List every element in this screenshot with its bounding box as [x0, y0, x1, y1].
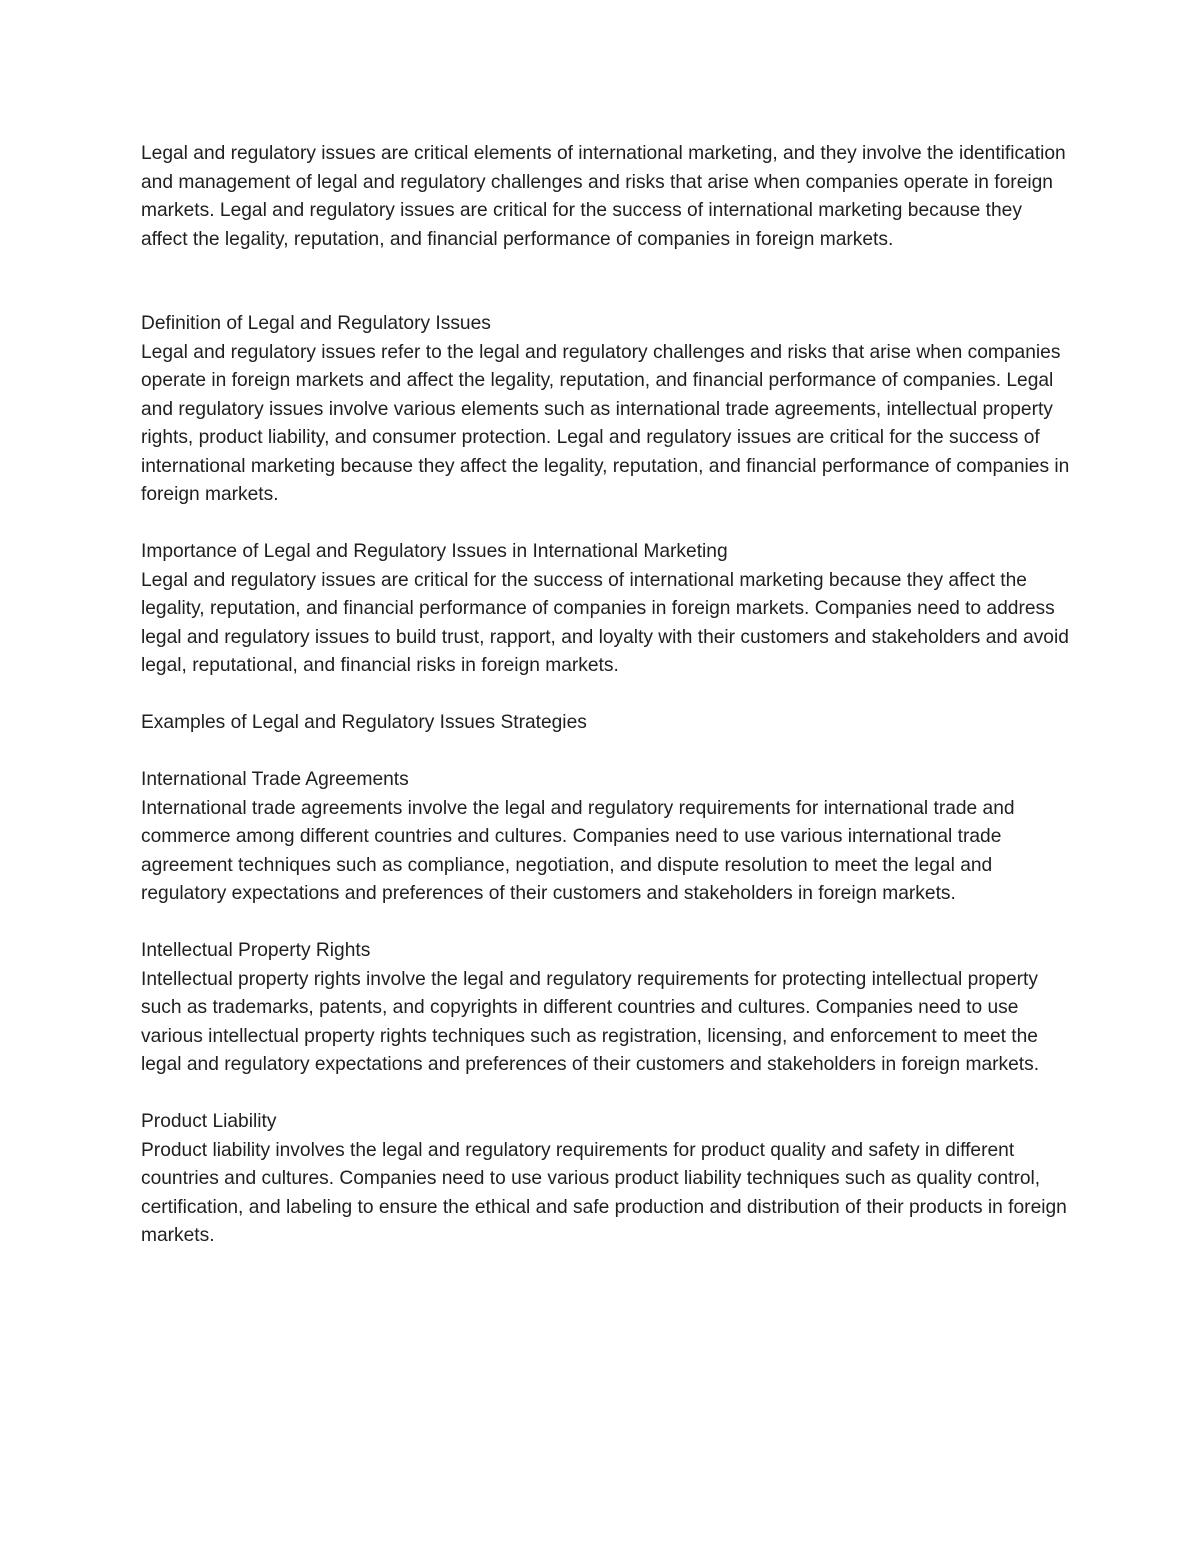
section-body: Legal and regulatory issues refer to the legal and regulatory challenges and risks that arise when companies operate in foreign markets and affect the legality, reputation, and financial performance of companies. Legal and regulatory issues involve various elements such as international trade agreements, intellectual property rights, product liability, and consumer protection. Legal and regulatory issues are critical for the success of international marketing because they affect the legality, reputation, and financial performance of companies in foreign markets.	[141, 341, 1070, 505]
document-body	[141, 140, 1071, 1251]
section-heading: Examples of Legal and Regulatory Issues Strategies	[141, 712, 587, 733]
section-heading: Definition of Legal and Regulatory Issues	[141, 313, 491, 334]
section-heading: International Trade Agreements	[141, 769, 409, 790]
section-product-liability	[141, 1108, 1071, 1251]
section-trade-agreements	[141, 766, 1071, 909]
section-body: Legal and regulatory issues are critical for the success of international marketing because they affect the legality, reputation, and financial performance of companies in foreign markets. Companies need to address legal and regulatory issues to build trust, rapport, and loyalty with their customers and stakeholders and avoid legal, reputational, and financial risks in foreign markets.	[141, 569, 1069, 676]
section-body: Product liability involves the legal and regulatory requirements for product quality and safety in different countries and cultures. Companies need to use various product liability techniques such as quality control, certification, and labeling to ensure the ethical and safe production and distribution of their products in foreign markets.	[141, 1139, 1067, 1246]
section-heading: Importance of Legal and Regulatory Issues in International Marketing	[141, 541, 728, 562]
section-heading: Intellectual Property Rights	[141, 940, 371, 961]
section-examples	[141, 709, 1071, 738]
section-intellectual-property	[141, 937, 1071, 1080]
section-heading: Product Liability	[141, 1111, 277, 1132]
section-body: International trade agreements involve the legal and regulatory requirements for international trade and commerce among different countries and cultures. Companies need to use various international trade agreement techniques such as compliance, negotiation, and dispute resolution to meet the legal and regulatory expectations and preferences of their customers and stakeholders in foreign markets.	[141, 797, 1015, 904]
section-importance	[141, 538, 1071, 681]
intro-paragraph: Legal and regulatory issues are critical elements of international marketing, and they involve the identification and management of legal and regulatory challenges and risks that arise when companies operate in foreign markets. Legal and regulatory issues are critical for the success of international marketing because they affect the legality, reputation, and financial performance of companies in foreign markets.	[141, 143, 1066, 250]
section-definition	[141, 310, 1071, 510]
section-body: Intellectual property rights involve the legal and regulatory requirements for protecting intellectual property such as trademarks, patents, and copyrights in different countries and cultures. Companies need to use various intellectual property rights techniques such as registration, licensing, and enforcement to meet the legal and regulatory expectations and preferences of their customers and stakeholders in foreign markets.	[141, 968, 1040, 1075]
